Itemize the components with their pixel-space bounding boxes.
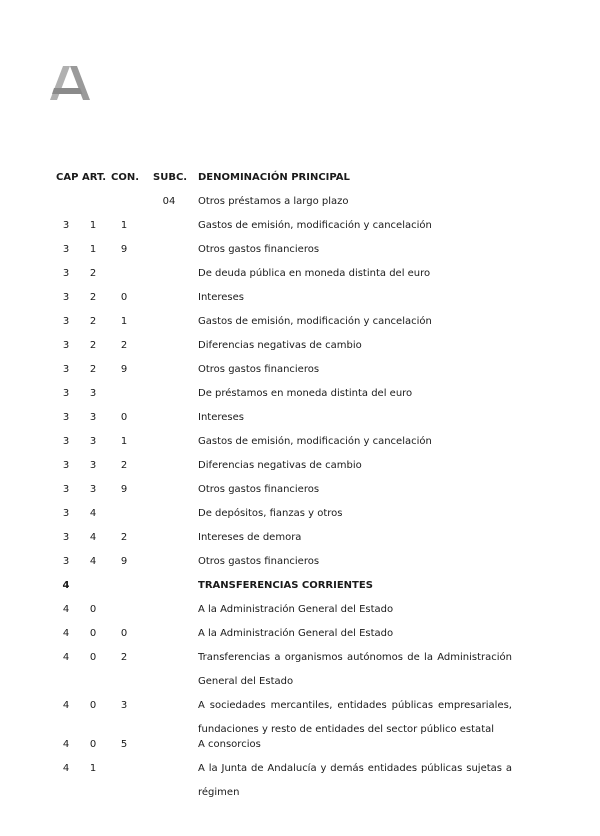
cell-art: 0 <box>89 739 97 750</box>
cell-art: 0 <box>89 700 97 711</box>
header-denominacion: DENOMINACIÓN PRINCIPAL <box>198 172 350 183</box>
cell-art: 3 <box>89 388 97 399</box>
cell-den: A la Administración General del Estado <box>198 604 394 615</box>
cell-cap: 4 <box>62 700 70 711</box>
cell-cap: 4 <box>62 652 70 663</box>
header-art: ART. <box>82 172 107 183</box>
cell-con: 0 <box>120 628 128 639</box>
cell-den: Intereses de demora <box>198 532 302 543</box>
cell-con: 9 <box>120 556 128 567</box>
cell-den: Intereses <box>198 412 244 423</box>
cell-art: 0 <box>89 628 97 639</box>
cell-cap: 4 <box>62 739 70 750</box>
cell-den: Otros gastos financieros <box>198 244 320 255</box>
cell-art: 1 <box>89 220 97 231</box>
cell-den: Gastos de emisión, modificación y cancelación <box>198 220 432 231</box>
cell-cap: 4 <box>62 580 70 591</box>
cell-art: 3 <box>89 436 97 447</box>
cell-subc: 04 <box>162 196 176 207</box>
cell-cap: 3 <box>62 316 70 327</box>
header-cap: CAP <box>56 172 79 183</box>
cell-den: Gastos de emisión, modificación y cancelación <box>198 436 432 447</box>
header-subc: SUBC. <box>153 172 188 183</box>
cell-den: TRANSFERENCIAS CORRIENTES <box>198 580 373 591</box>
cell-art: 0 <box>89 652 97 663</box>
cell-den: A sociedades mercantiles, entidades públicas empresariales, fundaciones y resto de entidades del sector público estatal <box>198 700 512 735</box>
cell-cap: 3 <box>62 220 70 231</box>
cell-den: A la Junta de Andalucía y demás entidades públicas sujetas a régimen <box>198 763 512 798</box>
cell-den: Otros gastos financieros <box>198 484 320 495</box>
cell-con: 2 <box>120 460 128 471</box>
cell-con: 2 <box>120 340 128 351</box>
cell-con: 1 <box>120 436 128 447</box>
cell-con: 1 <box>120 220 128 231</box>
cell-cap: 3 <box>62 460 70 471</box>
cell-den: Intereses <box>198 292 244 303</box>
cell-art: 4 <box>89 532 97 543</box>
cell-cap: 4 <box>62 628 70 639</box>
cell-con: 0 <box>120 412 128 423</box>
cell-art: 4 <box>89 556 97 567</box>
cell-art: 2 <box>89 364 97 375</box>
cell-art: 3 <box>89 484 97 495</box>
cell-den: A la Administración General del Estado <box>198 628 394 639</box>
junta-andalucia-logo-icon <box>50 66 90 100</box>
cell-art: 1 <box>89 244 97 255</box>
cell-art: 1 <box>89 763 97 774</box>
header-con: CON. <box>111 172 140 183</box>
cell-con: 3 <box>120 700 128 711</box>
cell-den: Otros préstamos a largo plazo <box>198 196 349 207</box>
cell-con: 2 <box>120 652 128 663</box>
cell-cap: 3 <box>62 292 70 303</box>
cell-den: Diferencias negativas de cambio <box>198 460 362 471</box>
cell-cap: 4 <box>62 763 70 774</box>
cell-con: 2 <box>120 532 128 543</box>
cell-con: 1 <box>120 316 128 327</box>
cell-con: 0 <box>120 292 128 303</box>
cell-den: Gastos de emisión, modificación y cancelación <box>198 316 432 327</box>
cell-cap: 3 <box>62 556 70 567</box>
cell-den: De depósitos, fianzas y otros <box>198 508 343 519</box>
cell-con: 9 <box>120 244 128 255</box>
cell-art: 2 <box>89 268 97 279</box>
cell-con: 5 <box>120 739 128 750</box>
cell-den: A consorcios <box>198 739 261 750</box>
cell-art: 3 <box>89 412 97 423</box>
cell-art: 2 <box>89 316 97 327</box>
cell-den: Transferencias a organismos autónomos de la Administración General del Estado <box>198 652 512 687</box>
cell-con: 9 <box>120 364 128 375</box>
cell-cap: 3 <box>62 364 70 375</box>
cell-cap: 3 <box>62 412 70 423</box>
cell-den: Diferencias negativas de cambio <box>198 340 362 351</box>
cell-art: 2 <box>89 292 97 303</box>
cell-cap: 3 <box>62 436 70 447</box>
cell-cap: 3 <box>62 532 70 543</box>
cell-den: De préstamos en moneda distinta del euro <box>198 388 413 399</box>
cell-den: Otros gastos financieros <box>198 364 320 375</box>
cell-art: 0 <box>89 604 97 615</box>
cell-art: 3 <box>89 460 97 471</box>
cell-den: De deuda pública en moneda distinta del euro <box>198 268 431 279</box>
cell-cap: 3 <box>62 484 70 495</box>
cell-cap: 3 <box>62 388 70 399</box>
cell-cap: 3 <box>62 244 70 255</box>
cell-den: Otros gastos financieros <box>198 556 320 567</box>
cell-cap: 3 <box>62 268 70 279</box>
cell-cap: 4 <box>62 604 70 615</box>
cell-art: 2 <box>89 340 97 351</box>
cell-art: 4 <box>89 508 97 519</box>
cell-cap: 3 <box>62 508 70 519</box>
cell-cap: 3 <box>62 340 70 351</box>
cell-con: 9 <box>120 484 128 495</box>
